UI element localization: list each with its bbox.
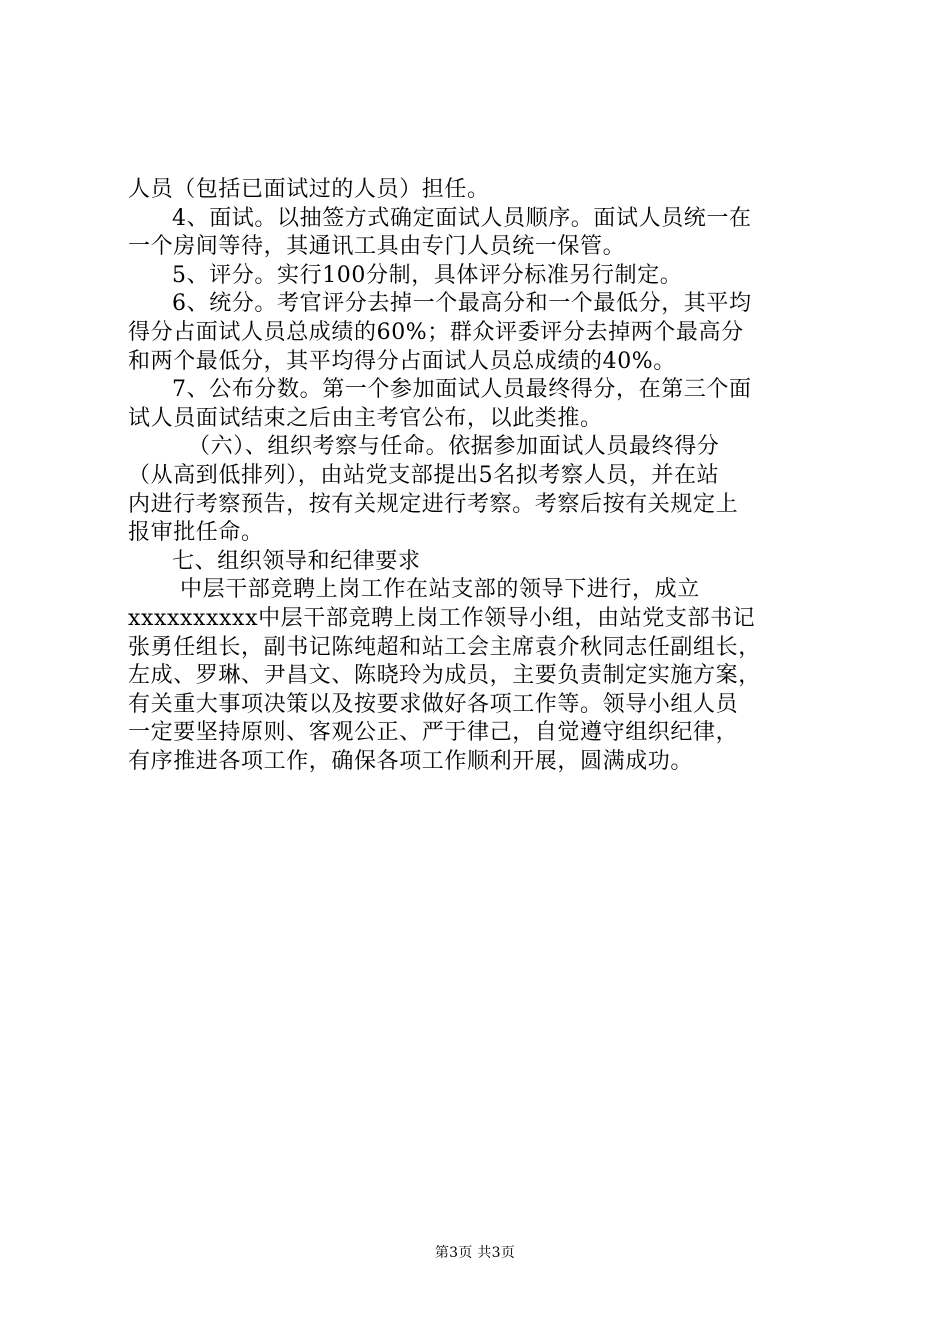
text-line: 有序推进各项工作，确保各项工作顺利开展，圆满成功。 — [128, 748, 694, 774]
text-line: （从高到低排列），由站党支部提出5名拟考察人员，并在站 — [128, 462, 720, 488]
text-line: 4、面试。以抽签方式确定面试人员顺序。面试人员统一在 — [172, 205, 752, 231]
text-line: 得分占面试人员总成绩的60%；群众评委评分去掉两个最高分 — [128, 319, 744, 345]
text-line: 人员（包括已面试过的人员）担任。 — [128, 177, 490, 202]
text-line: 5、评分。实行100分制，具体评分标准另行制定。 — [172, 262, 683, 288]
text-line: 报审批任命。 — [128, 520, 264, 546]
body-text — [128, 176, 828, 776]
text-line: 6、统分。考官评分去掉一个最高分和一个最低分，其平均 — [172, 291, 752, 317]
text-line: （六）、组织考察与任命。依据参加面试人员最终得分 — [188, 434, 720, 460]
text-line: 有关重大事项决策以及按要求做好各项工作等。领导小组人员 — [128, 691, 739, 717]
section-heading: 七、组织领导和纪律要求 — [172, 548, 421, 574]
text-line: 张勇任组长，副书记陈纯超和站工会主席袁介秋同志任副组长， — [128, 634, 761, 660]
text-line: xxxxxxxxxx中层干部竞聘上岗工作领导小组，由站党支部书记 — [128, 605, 756, 631]
text-line: 左成、罗琳、尹昌文、陈晓玲为成员，主要负责制定实施方案， — [128, 663, 761, 689]
text-line: 7、公布分数。第一个参加面试人员最终得分，在第三个面 — [172, 377, 752, 403]
text-line: 试人员面试结束之后由主考官公布，以此类推。 — [128, 405, 603, 431]
text-line: 一个房间等待，其通讯工具由专门人员统一保管。 — [128, 234, 626, 260]
text-line: 内进行考察预告，按有关规定进行考察。考察后按有关规定上 — [128, 491, 739, 517]
text-line: 中层干部竞聘上岗工作在站支部的领导下进行，成立 — [180, 577, 700, 603]
text-line: 和两个最低分，其平均得分占面试人员总成绩的40%。 — [128, 348, 676, 374]
page-footer: 第3页 共3页 — [434, 1245, 516, 1261]
text-line: 一定要坚持原则、客观公正、严于律己，自觉遵守组织纪律， — [128, 720, 739, 746]
